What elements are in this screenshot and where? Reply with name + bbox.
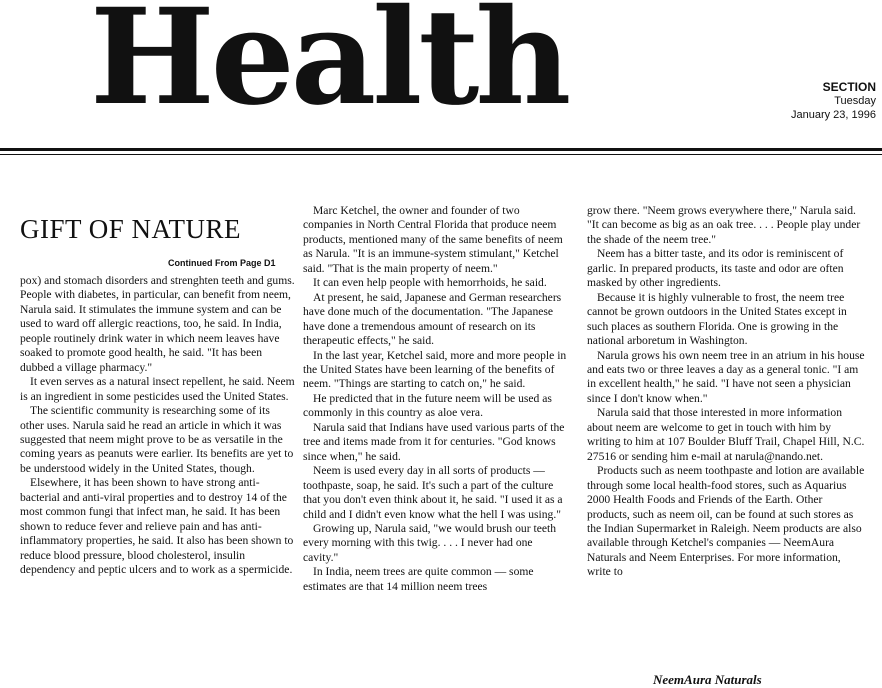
footer-caption: NeemAura Naturals [653, 672, 762, 687]
masthead-rule-thin [0, 154, 882, 155]
article-headline: GIFT OF NATURE [20, 214, 242, 244]
paragraph: It even serves as a natural insect repellent, he said. Neem is an ingredient in some pesticides used the United States. [20, 375, 295, 403]
paragraph: In the last year, Ketchel said, more and more people in the United States have been learning of the benefits of neem. "Things are starting to catch on," he said. [303, 348, 567, 391]
paragraph: At present, he said, Japanese and German researchers have done much of the documentation. "The Japanese have done a tremendous amount of research on its therapeutic effects," he said. [303, 290, 562, 348]
paragraph: He predicted that in the future neem will be used as commonly in this country as aloe vera. [303, 391, 552, 420]
paragraph: It can even help people with hemorrhoids, he said. [313, 276, 547, 290]
paragraph: Elsewhere, it has been shown to have strong anti-bacterial and anti-viral properties and to destroy 14 of the most common fungi that infect man, he said. It has been shown to reduce fever and relieve pain and has anti-inflammatory properties, he said. It also has been shown to reduce blood pressure, blood cholesterol, insulin dependency and peptic ulcers and to work as a spermicide. [20, 476, 294, 577]
issue-date: January 23, 1996 [790, 109, 876, 121]
paragraph: The scientific community is researching some of its other uses. Narula said he read an article in which it was suggested that neem might prove to be as versatile in the coming years as peanuts were earlier. Its benefits are yet to be understood widely in the United States, though. [20, 404, 294, 475]
continued-line: Continued From Page D1 [168, 258, 276, 268]
paragraph: Products such as neem toothpaste and lotion are available through some local health-food stores, such as Aquarius 2000 Health Foods and Friends of the Earth. Other products, such as neem oil, can be found at such stores as the Indian Supermarket in Raleigh. Neem products are also available through Ketchel's companies — NeemAura Naturals and Neem Enterprises. For more information, write to [587, 464, 865, 579]
section-logo: Health [90, 0, 568, 135]
paragraph: pox) and stomach disorders and strenghten teeth and gums. People with diabetes, in particular, can benefit from neem, Narula said. It stimulates the immune system and can be used to ward off allergic reactions, too, he said. In India, people routinely drink water in which neem leaves have soaked to promote good health, he said. "It has been dubbed a village pharmacy." [20, 274, 295, 374]
paragraph: Narula said that Indians have used various parts of the tree and items made from it for centuries. "God knows since when," he said. [303, 420, 565, 463]
paragraph: In India, neem trees are quite common — some estimates are that 14 million neem trees [303, 565, 534, 593]
article-column-3 [587, 204, 867, 580]
paragraph: Neem is used every day in all sorts of products — toothpaste, soap, he said. It's such a part of the culture that you don't even think about it, he said. "I used it as a child and I didn't even know what the hell I was using." [303, 464, 563, 521]
section-dateline [791, 80, 876, 122]
paragraph: Narula said that those interested in more information about neem are welcome to get in touch with him by writing to him at 107 Boulder Bluff Trail, Chapel Hill, N.C. 27516 or sending him e-mail at narula@nando.net. [587, 406, 865, 463]
masthead [0, 0, 882, 150]
paragraph: Marc Ketchel, the owner and founder of two companies in North Central Florida that produce neem products, mentioned many of the same benefits of neem as Narula. "It is an immune-system stimulant," Ketchel said. "That is the main property of neem." [303, 204, 563, 275]
issue-day: Tuesday [834, 95, 876, 107]
paragraph: grow there. "Neem grows everywhere there," Narula said. "It can become as big as an oak tree. . . . People play under the shade of the neem tree." [587, 204, 861, 246]
article-column-2 [303, 204, 568, 594]
masthead-rule-heavy [0, 148, 882, 151]
paragraph: Neem has a bitter taste, and its odor is reminiscent of garlic. In prepared products, its taste and odor are often masked by other ingredients. [587, 247, 844, 290]
article-column-1 [20, 274, 296, 578]
paragraph: Growing up, Narula said, "we would brush our teeth every morning with this twig. . . . I never had one cavity." [303, 521, 556, 564]
paragraph: Because it is highly vulnerable to frost, the neem tree cannot be grown outdoors in the United States except in such places as southern Florida. One is growing in the national arboretum in Washington. [587, 290, 847, 348]
paragraph: Narula grows his own neem tree in an atrium in his house and eats two or three leaves a day as a general tonic. "I am in excellent health," he said. "I have not seen a physician since I don't know when." [587, 348, 865, 405]
section-label: SECTION [822, 80, 876, 94]
